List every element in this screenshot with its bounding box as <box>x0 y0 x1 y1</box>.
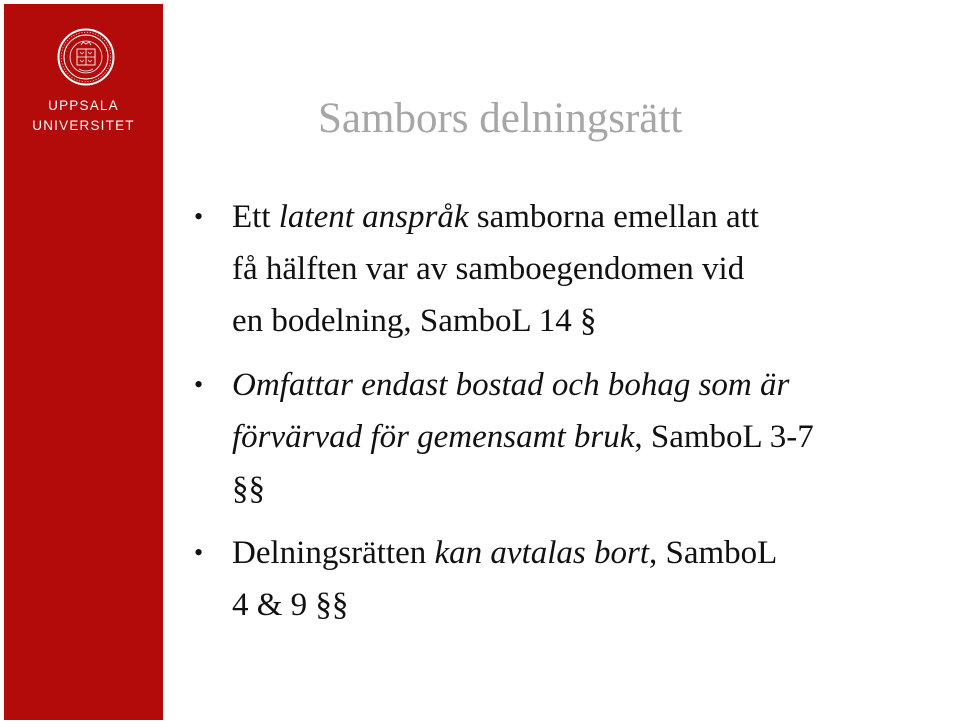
bullet-dot-icon: • <box>194 370 204 399</box>
bullet-item <box>188 359 908 515</box>
bullet-line: få hälften var av samboegendomen vid <box>232 251 745 287</box>
bullet-dot-icon: • <box>194 538 204 567</box>
bullet-item <box>188 191 908 347</box>
bullet-line: en bodelning, SamboL 14 § <box>232 303 597 339</box>
bullet-item <box>188 527 908 631</box>
bullet-line: 4 & 9 §§ <box>232 587 349 623</box>
bullet-line: §§ <box>232 471 265 507</box>
slide-title: Sambors delningsrätt <box>318 95 683 142</box>
sidebar <box>4 4 163 720</box>
bullet-line: Delningsrätten kan avtalas bort, SamboL <box>232 535 778 571</box>
university-seal-icon <box>57 28 115 86</box>
bullet-line: Ett latent anspråk samborna emellan att <box>232 199 759 235</box>
bullet-dot-icon: • <box>194 202 204 231</box>
logo-line-1: UPPSALA <box>48 98 119 113</box>
bullet-list <box>188 191 908 643</box>
logo-line-2: UNIVERSITET <box>32 118 135 133</box>
bullet-line: Omfattar endast bostad och bohag som är <box>232 367 790 403</box>
bullet-line: förvärvad för gemensamt bruk, SamboL 3-7 <box>232 419 814 455</box>
